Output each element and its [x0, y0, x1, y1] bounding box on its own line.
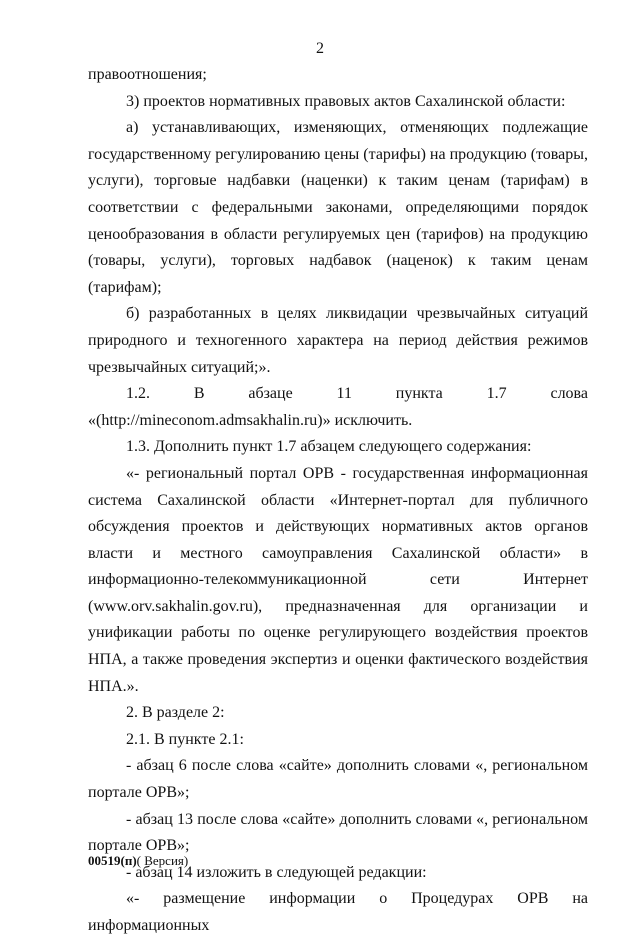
paragraph-abzac-13: - абзац 13 после слова «сайте» дополнить словами «, региональном портале ОРВ»;: [88, 810, 588, 855]
paragraph-item-3: 3) проектов нормативных правовых актов Сахалинской области:: [126, 92, 566, 110]
paragraph-1-3: 1.3. Дополнить пункт 1.7 абзацем следующего содержания:: [126, 438, 532, 456]
paragraph-section-2: 2. В разделе 2:: [126, 704, 225, 722]
footer: [88, 853, 188, 869]
version-label: ( Версия): [136, 853, 189, 868]
page-number: 2: [316, 40, 324, 57]
paragraph-subitem-a: а) устанавливающих, изменяющих, отменяющих подлежащие государственному регулированию цены (тарифы) на продукцию (товары, услуги), торговые надбавки (наценки) к таким ценам (тарифам) в соответствии с федеральными законами, определяющими порядок ценообразования в области регулируемых цен (тарифов) на продукцию (товары, услуги), торговых надбавок (наценок) к таким ценам (тарифам);: [88, 119, 588, 296]
paragraph-portal-definition: «- региональный портал ОРВ - государственная информационная система Сахалинской области «Интернет-портал для публичного обсуждения проектов и действующих нормативных актов органов власти и местного самоуправления Сахалинской области» в информационно-телекоммуникационной сети Интернет (www.orv.sakhalin.gov.ru), предназначенная для организации и унификации работы по оценке регулирующего воздействия проектов НПА, а также проведения экспертиз и оценки фактического воздействия НПА.».: [88, 464, 588, 695]
paragraph-subitem-b: б) разработанных в целях ликвидации чрезвычайных ситуаций природного и техногенного характера на период действия режимов чрезвычайных ситуаций;».: [88, 305, 588, 376]
paragraph-2-1: 2.1. В пункте 2.1:: [126, 730, 244, 748]
paragraph-new-wording: «- размещение информации о Процедурах ОРВ на информационных: [88, 890, 588, 934]
document-body: [88, 62, 588, 940]
paragraph-abzac-6: - абзац 6 после слова «сайте» дополнить словами «, региональном портале ОРВ»;: [88, 757, 588, 802]
paragraph-continuation: правоотношения;: [88, 66, 207, 83]
paragraph-abzac-14: - абзац 14 изложить в следующей редакции:: [126, 863, 427, 881]
paragraph-1-2: 1.2. В абзаце 11 пункта 1.7 слова «(http://mineconom.admsakhalin.ru)» исключить.: [88, 385, 588, 429]
document-code: 00519(п): [88, 853, 137, 868]
